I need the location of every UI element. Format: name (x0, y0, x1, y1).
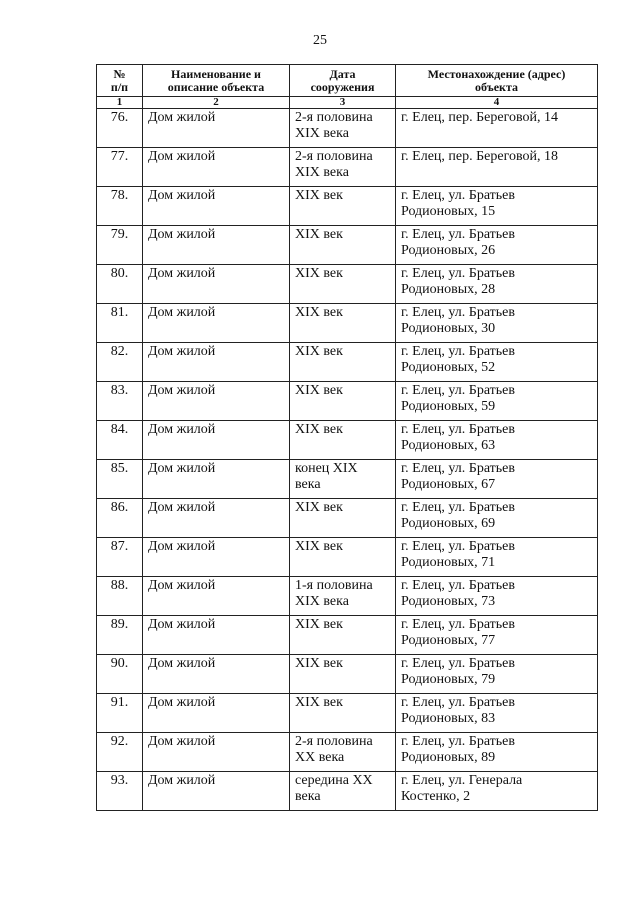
object-address-line: г. Елец, ул. Братьев (401, 344, 515, 359)
construction-date (290, 616, 396, 655)
object-name: Дом жилой (143, 382, 290, 421)
construction-date-line: 2-я половина (295, 734, 373, 749)
header-line: п/п (110, 80, 129, 94)
object-name: Дом жилой (143, 499, 290, 538)
row-number: 77. (97, 148, 143, 187)
construction-date (290, 733, 396, 772)
table-row (97, 538, 598, 577)
object-address-line: Родионовых, 15 (401, 204, 496, 219)
table-row (97, 382, 598, 421)
construction-date-line: XIX век (295, 695, 343, 710)
header-line: Местонахождение (адрес) (427, 67, 566, 81)
construction-date (290, 343, 396, 382)
object-name: Дом жилой (143, 772, 290, 811)
construction-date (290, 187, 396, 226)
object-address-line: Родионовых, 69 (401, 516, 496, 531)
construction-date (290, 226, 396, 265)
header-address (396, 65, 598, 97)
table-row (97, 421, 598, 460)
construction-date (290, 382, 396, 421)
column-number: 1 (97, 97, 143, 109)
construction-date (290, 499, 396, 538)
object-name: Дом жилой (143, 343, 290, 382)
object-address-line: г. Елец, ул. Братьев (401, 500, 515, 515)
row-number: 89. (97, 616, 143, 655)
header-line: Наименование и (171, 67, 261, 81)
object-address (396, 616, 598, 655)
construction-date (290, 304, 396, 343)
table-row (97, 733, 598, 772)
object-name: Дом жилой (143, 187, 290, 226)
object-name: Дом жилой (143, 694, 290, 733)
object-name: Дом жилой (143, 148, 290, 187)
header-line: объекта (475, 80, 518, 94)
object-address-line: Родионовых, 73 (401, 594, 496, 609)
object-address-line: г. Елец, ул. Генерала (401, 773, 523, 788)
object-name: Дом жилой (143, 421, 290, 460)
object-address (396, 499, 598, 538)
row-number: 87. (97, 538, 143, 577)
column-number: 2 (143, 97, 290, 109)
construction-date-line: XIX век (295, 422, 343, 437)
object-address (396, 109, 598, 148)
row-number: 91. (97, 694, 143, 733)
row-number: 82. (97, 343, 143, 382)
object-name: Дом жилой (143, 109, 290, 148)
construction-date-line: века (295, 477, 321, 492)
table-row (97, 109, 598, 148)
object-address-line: г. Елец, ул. Братьев (401, 227, 515, 242)
object-address-line: Родионовых, 52 (401, 360, 496, 375)
object-address (396, 577, 598, 616)
construction-date-line: конец XIX (295, 461, 358, 476)
table-row (97, 304, 598, 343)
construction-date-line: XIX век (295, 344, 343, 359)
object-address (396, 148, 598, 187)
column-number: 4 (396, 97, 598, 109)
construction-date-line: 2-я половина (295, 110, 373, 125)
table-row (97, 694, 598, 733)
object-address-line: Родионовых, 26 (401, 243, 496, 258)
construction-date-line: XIX века (295, 126, 349, 141)
object-address-line: г. Елец, ул. Братьев (401, 305, 515, 320)
object-address-line: Родионовых, 30 (401, 321, 496, 336)
object-address-line: Родионовых, 71 (401, 555, 496, 570)
row-number: 78. (97, 187, 143, 226)
construction-date (290, 109, 396, 148)
object-address-line: г. Елец, ул. Братьев (401, 461, 515, 476)
construction-date (290, 694, 396, 733)
object-address-line: г. Елец, ул. Братьев (401, 695, 515, 710)
table-row (97, 772, 598, 811)
table-row (97, 187, 598, 226)
object-address-line: г. Елец, ул. Братьев (401, 383, 515, 398)
object-address-line: Родионовых, 83 (401, 711, 496, 726)
header-line: сооружения (310, 80, 375, 94)
construction-date-line: XIX век (295, 266, 343, 281)
row-number: 92. (97, 733, 143, 772)
row-number: 79. (97, 226, 143, 265)
object-address-line: Родионовых, 28 (401, 282, 496, 297)
header-date (290, 65, 396, 97)
object-name: Дом жилой (143, 304, 290, 343)
row-number: 88. (97, 577, 143, 616)
object-address-line: г. Елец, ул. Братьев (401, 656, 515, 671)
object-address-line: г. Елец, ул. Братьев (401, 617, 515, 632)
object-address (396, 694, 598, 733)
object-name: Дом жилой (143, 616, 290, 655)
table-row (97, 655, 598, 694)
row-number: 84. (97, 421, 143, 460)
object-name: Дом жилой (143, 460, 290, 499)
object-address (396, 304, 598, 343)
page-number: 25 (313, 33, 327, 48)
table-header-row (97, 65, 598, 97)
construction-date-line: XIX века (295, 165, 349, 180)
object-address-line: г. Елец, ул. Братьев (401, 188, 515, 203)
object-address (396, 733, 598, 772)
object-address-line: г. Елец, ул. Братьев (401, 266, 515, 281)
object-name: Дом жилой (143, 577, 290, 616)
table-row (97, 577, 598, 616)
construction-date-line: 2-я половина (295, 149, 373, 164)
construction-date-line: XIX век (295, 227, 343, 242)
table-row (97, 148, 598, 187)
object-address-line: г. Елец, ул. Братьев (401, 422, 515, 437)
object-name: Дом жилой (143, 655, 290, 694)
table-row (97, 265, 598, 304)
object-address (396, 421, 598, 460)
object-address (396, 187, 598, 226)
header-line: описание объекта (167, 80, 265, 94)
object-address-line: Родионовых, 67 (401, 477, 496, 492)
construction-date-line: XIX век (295, 383, 343, 398)
row-number: 76. (97, 109, 143, 148)
construction-date-line: XIX век (295, 539, 343, 554)
row-number: 80. (97, 265, 143, 304)
object-address-line: Родионовых, 79 (401, 672, 496, 687)
object-address-line: г. Елец, ул. Братьев (401, 734, 515, 749)
table-body (97, 109, 598, 811)
table-row (97, 616, 598, 655)
construction-date (290, 460, 396, 499)
row-number: 83. (97, 382, 143, 421)
table-row (97, 343, 598, 382)
row-number: 81. (97, 304, 143, 343)
construction-date-line: XIX века (295, 594, 349, 609)
construction-date-line: века (295, 789, 321, 804)
object-address (396, 382, 598, 421)
row-number: 86. (97, 499, 143, 538)
construction-date (290, 148, 396, 187)
heritage-objects-table (96, 64, 598, 811)
object-address (396, 772, 598, 811)
object-name: Дом жилой (143, 226, 290, 265)
row-number: 85. (97, 460, 143, 499)
header-number (97, 65, 143, 97)
header-line: № (113, 67, 126, 81)
construction-date-line: XIX век (295, 305, 343, 320)
construction-date (290, 421, 396, 460)
object-address (396, 460, 598, 499)
object-address-line: г. Елец, пер. Береговой, 18 (401, 149, 558, 164)
object-address-line: Родионовых, 63 (401, 438, 496, 453)
object-address-line: Родионовых, 77 (401, 633, 496, 648)
construction-date-line: XIX век (295, 188, 343, 203)
column-numbers-row (97, 97, 598, 109)
object-address-line: Костенко, 2 (401, 789, 471, 804)
object-address-line: г. Елец, пер. Береговой, 14 (401, 110, 558, 125)
construction-date (290, 772, 396, 811)
object-address (396, 265, 598, 304)
table-row (97, 460, 598, 499)
object-address (396, 343, 598, 382)
object-address (396, 226, 598, 265)
table-row (97, 226, 598, 265)
header-name (143, 65, 290, 97)
object-address-line: г. Елец, ул. Братьев (401, 539, 515, 554)
row-number: 90. (97, 655, 143, 694)
object-address-line: г. Елец, ул. Братьев (401, 578, 515, 593)
object-name: Дом жилой (143, 265, 290, 304)
table-row (97, 499, 598, 538)
construction-date-line: 1-я половина (295, 578, 373, 593)
column-number: 3 (290, 97, 396, 109)
object-name: Дом жилой (143, 733, 290, 772)
construction-date (290, 577, 396, 616)
construction-date-line: XIX век (295, 656, 343, 671)
object-address-line: Родионовых, 59 (401, 399, 496, 414)
object-address (396, 538, 598, 577)
construction-date (290, 538, 396, 577)
object-name: Дом жилой (143, 538, 290, 577)
object-address (396, 655, 598, 694)
object-address-line: Родионовых, 89 (401, 750, 496, 765)
construction-date-line: середина XX (295, 773, 373, 788)
construction-date (290, 265, 396, 304)
construction-date-line: XIX век (295, 500, 343, 515)
construction-date-line: XIX век (295, 617, 343, 632)
construction-date-line: XX века (295, 750, 345, 765)
row-number: 93. (97, 772, 143, 811)
header-line: Дата (329, 67, 356, 81)
construction-date (290, 655, 396, 694)
